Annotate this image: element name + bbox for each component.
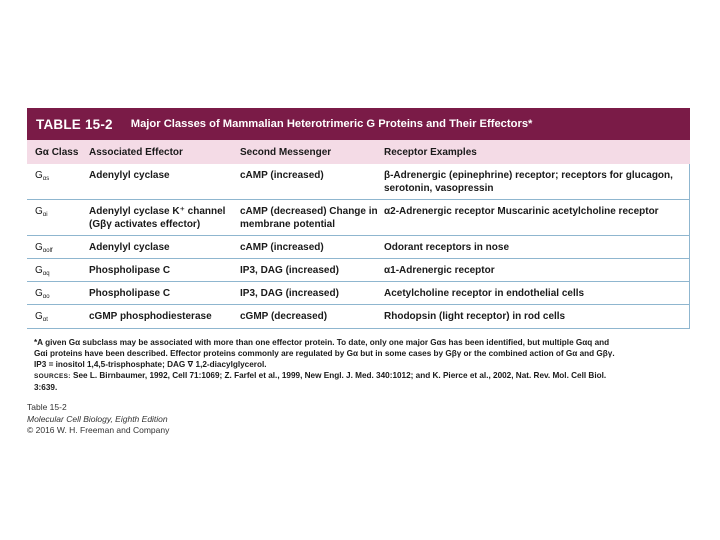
header-receptor: Receptor Examples <box>384 146 477 158</box>
table-row <box>27 236 690 259</box>
row-g-class: $G_{\alpha o}$ <box>35 288 50 300</box>
row-messenger: cAMP (increased) <box>240 242 324 253</box>
row-messenger: cAMP (decreased) Change in membrane potential <box>240 206 378 230</box>
footnote-line: *A given Gα subclass may be associated with more than one effector protein. To date, only one major Gαs has been identified, but multiple Gαq and <box>34 338 610 347</box>
row-messenger: cGMP (decreased) <box>240 311 328 322</box>
header-messenger: Second Messenger <box>240 146 332 158</box>
row-g-class: $G_{\alpha olf}$ <box>35 242 53 254</box>
row-g-class: $G_{\alpha q}$ <box>35 265 50 277</box>
row-receptor: Odorant receptors in nose <box>384 242 510 253</box>
row-receptor: α1-Adrenergic receptor <box>384 265 495 276</box>
sources-text: See L. Birnbaumer, 1992, Cell 71:1069; Z. Farfel et al., 1999, New Engl. J. Med. 340:1012; and K. Pierce et al., 2002, Nat. Rev. Mol. Cell Biol. <box>73 371 607 380</box>
row-effector: Adenylyl cyclase K⁺ channel (Gβγ activates effector) <box>89 206 226 230</box>
table-banner <box>27 108 690 140</box>
row-messenger: IP3, DAG (increased) <box>240 265 339 276</box>
row-g-class: $G_{\alpha i}$ <box>35 206 48 218</box>
table-number: TABLE 15-2 <box>36 116 113 132</box>
footnote-line: IP3 = inositol 1,4,5-trisphosphate; DAG ∇ 1,2-diacylglycerol. <box>34 360 267 369</box>
row-g-class: $G_{\alpha t}$ <box>35 311 48 323</box>
row-receptor: Acetylcholine receptor in endothelial cells <box>384 288 585 299</box>
row-effector: Phospholipase C <box>89 265 171 276</box>
table-row <box>27 200 690 236</box>
header-g-class: Gα Class <box>35 146 79 158</box>
caption-table-label: Table 15-2 <box>27 402 67 412</box>
table-row <box>27 282 690 305</box>
header-effector: Associated Effector <box>89 146 183 158</box>
row-effector: Adenylyl cyclase <box>89 242 170 253</box>
table-footnote <box>34 337 694 393</box>
row-messenger: IP3, DAG (increased) <box>240 288 339 299</box>
g-protein-table <box>27 108 690 329</box>
row-g-class: $G_{\alpha s}$ <box>35 170 50 182</box>
sources-line <box>34 370 694 382</box>
row-receptor: Rhodopsin (light receptor) in rod cells <box>384 311 566 322</box>
row-receptor: α2-Adrenergic receptor Muscarinic acetylcholine receptor <box>384 206 659 217</box>
sources-label: SOURCES: <box>34 373 71 380</box>
table-row <box>27 305 690 329</box>
row-effector: cGMP phosphodiesterase <box>89 311 212 322</box>
caption-book-title: Molecular Cell Biology, Eighth Edition <box>27 413 168 424</box>
footnote-line: Gαi proteins have been described. Effector proteins commonly are regulated by Gα but in some cases by Gβγ or the combined action of Gα and Gβγ. <box>34 349 615 358</box>
table-row <box>27 164 690 200</box>
table-row <box>27 259 690 282</box>
row-receptor: β-Adrenergic (epinephrine) receptor; receptors for glucagon, serotonin, vasopressin <box>384 170 673 194</box>
row-messenger: cAMP (increased) <box>240 170 324 181</box>
sources-line-continued: 3:639. <box>34 383 58 392</box>
row-effector: Phospholipase C <box>89 288 171 299</box>
table-header-row <box>27 140 690 164</box>
table-title: Major Classes of Mammalian Heterotrimeric G Proteins and Their Effectors* <box>130 118 533 130</box>
caption-copyright: © 2016 W. H. Freeman and Company <box>27 425 170 435</box>
figure-caption <box>27 402 169 437</box>
row-effector: Adenylyl cyclase <box>89 170 170 181</box>
